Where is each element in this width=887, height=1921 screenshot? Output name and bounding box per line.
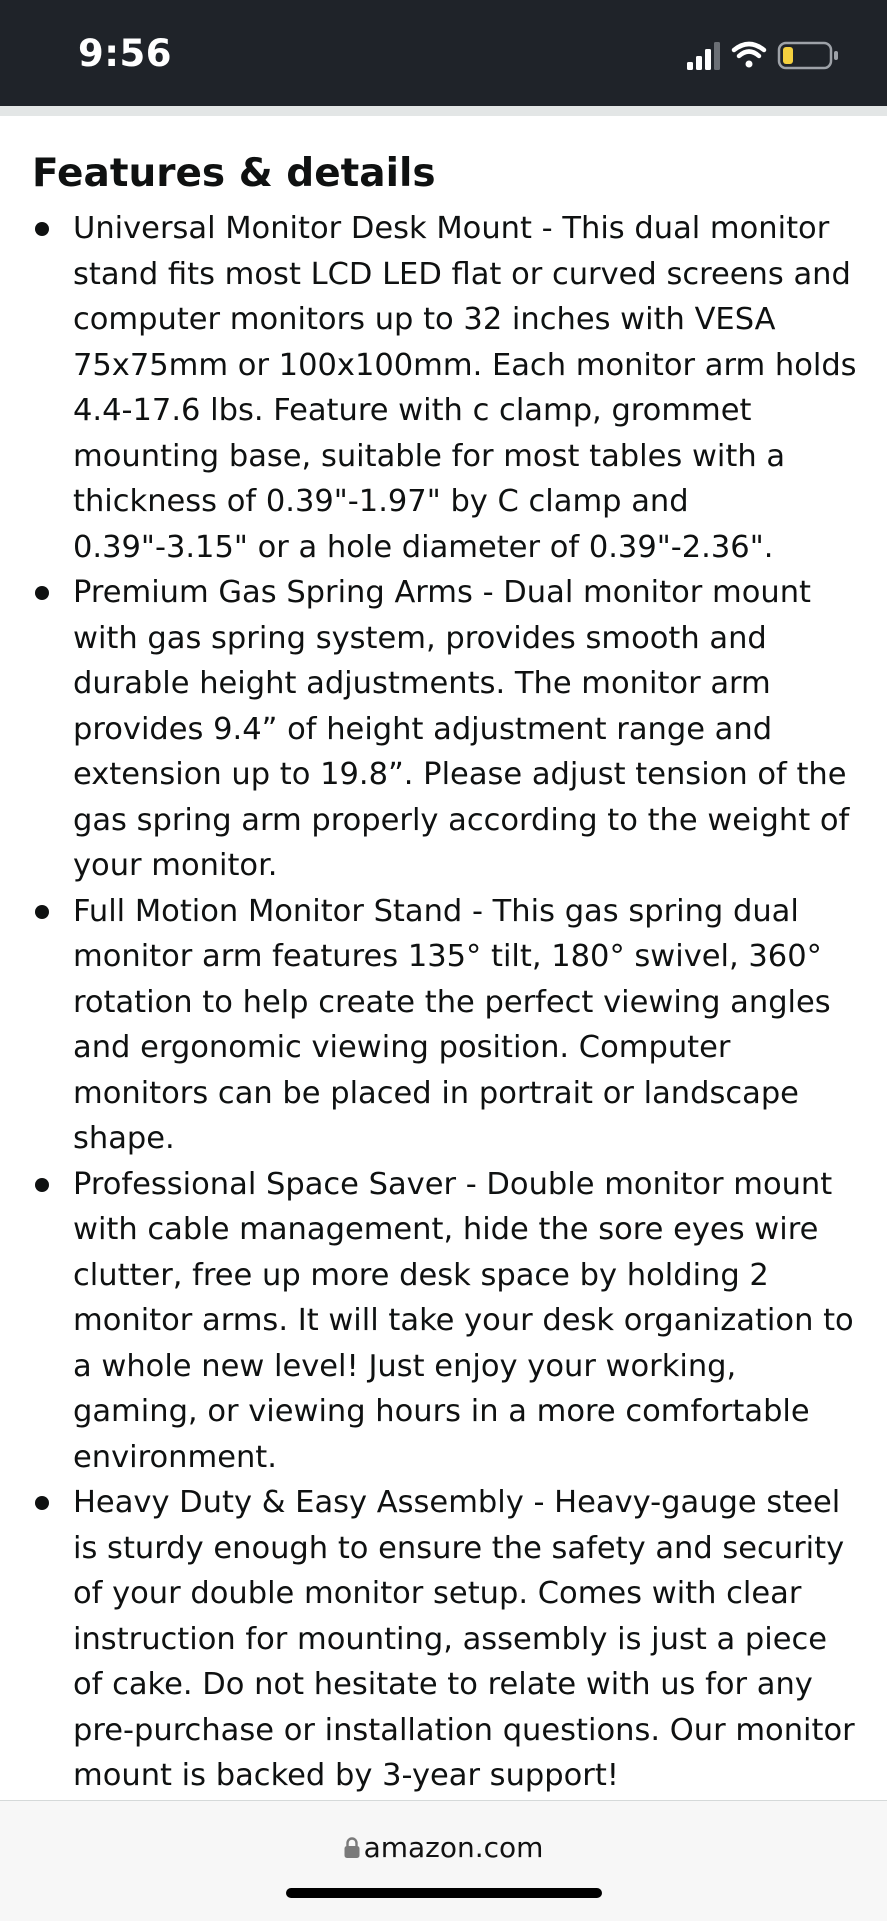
url-text: amazon.com — [363, 1831, 544, 1864]
feature-item — [32, 1480, 862, 1799]
bullet-icon — [35, 586, 49, 600]
feature-text: Universal Monitor Desk Mount - This dual monitor stand fits most LCD LED flat or curved screens and computer monitors up to 32 inches with VESA 75x75mm or 100x100mm. Each monitor arm holds 4.4-17.6 lbs. Feature with c clamp, grommet mounting base, suitable for most tables with a thickness of 0.39"-1.97" by C clamp and 0.39"-3.15" or a hole diameter of 0.39"-2.36". — [73, 211, 857, 565]
feature-text: Premium Gas Spring Arms - Dual monitor mount with gas spring system, provides smooth and durable height adjustments. The monitor arm provides 9.4” of height adjustment range and extension up to 19.8”. Please adjust tension of the gas spring arm properly according to the weight of your monitor. — [73, 575, 850, 883]
feature-item — [32, 570, 862, 889]
bullet-icon — [35, 905, 49, 919]
battery-icon — [779, 43, 838, 68]
bullet-icon — [35, 1496, 49, 1510]
bullet-icon — [35, 1178, 49, 1192]
feature-text: Full Motion Monitor Stand - This gas spring dual monitor arm features 135° tilt, 180° swivel, 360° rotation to help create the perfect viewing angles and ergonomic viewing position. Computer monitors can be placed in portrait or landscape shape. — [73, 893, 831, 1156]
browser-bottom-bar — [0, 1800, 887, 1921]
status-icons — [687, 38, 845, 74]
lock-icon — [344, 1833, 360, 1866]
feature-text: Heavy Duty & Easy Assembly - Heavy-gauge steel is sturdy enough to ensure the safety and security of your double monitor setup. Comes with clear instruction for mounting, assembly is just a piece of cake. Do not hesitate to relate with us for any pre-purchase or installation questions. Our monitor mount is backed by 3-year support! — [73, 1485, 855, 1793]
feature-text: Professional Space Saver - Double monitor mount with cable management, hide the sore eyes wire clutter, free up more desk space by holding 2 monitor arms. It will take your desk organization to a whole new level! Just enjoy your working, gaming, or viewing hours in a more comfortable environment. — [73, 1166, 854, 1475]
status-bar — [0, 0, 887, 106]
bullet-icon — [35, 222, 49, 236]
wifi-icon — [734, 44, 764, 68]
feature-item — [32, 206, 862, 570]
feature-item — [32, 1162, 862, 1481]
features-section — [32, 148, 862, 1799]
home-indicator[interactable] — [286, 1888, 602, 1898]
section-title: Features & details — [32, 151, 436, 196]
header-divider — [0, 106, 887, 116]
feature-item — [32, 889, 862, 1162]
url-bar[interactable] — [0, 1831, 887, 1866]
feature-list — [32, 206, 862, 1799]
cellular-signal-icon — [687, 42, 720, 70]
status-time: 9:56 — [78, 32, 173, 75]
